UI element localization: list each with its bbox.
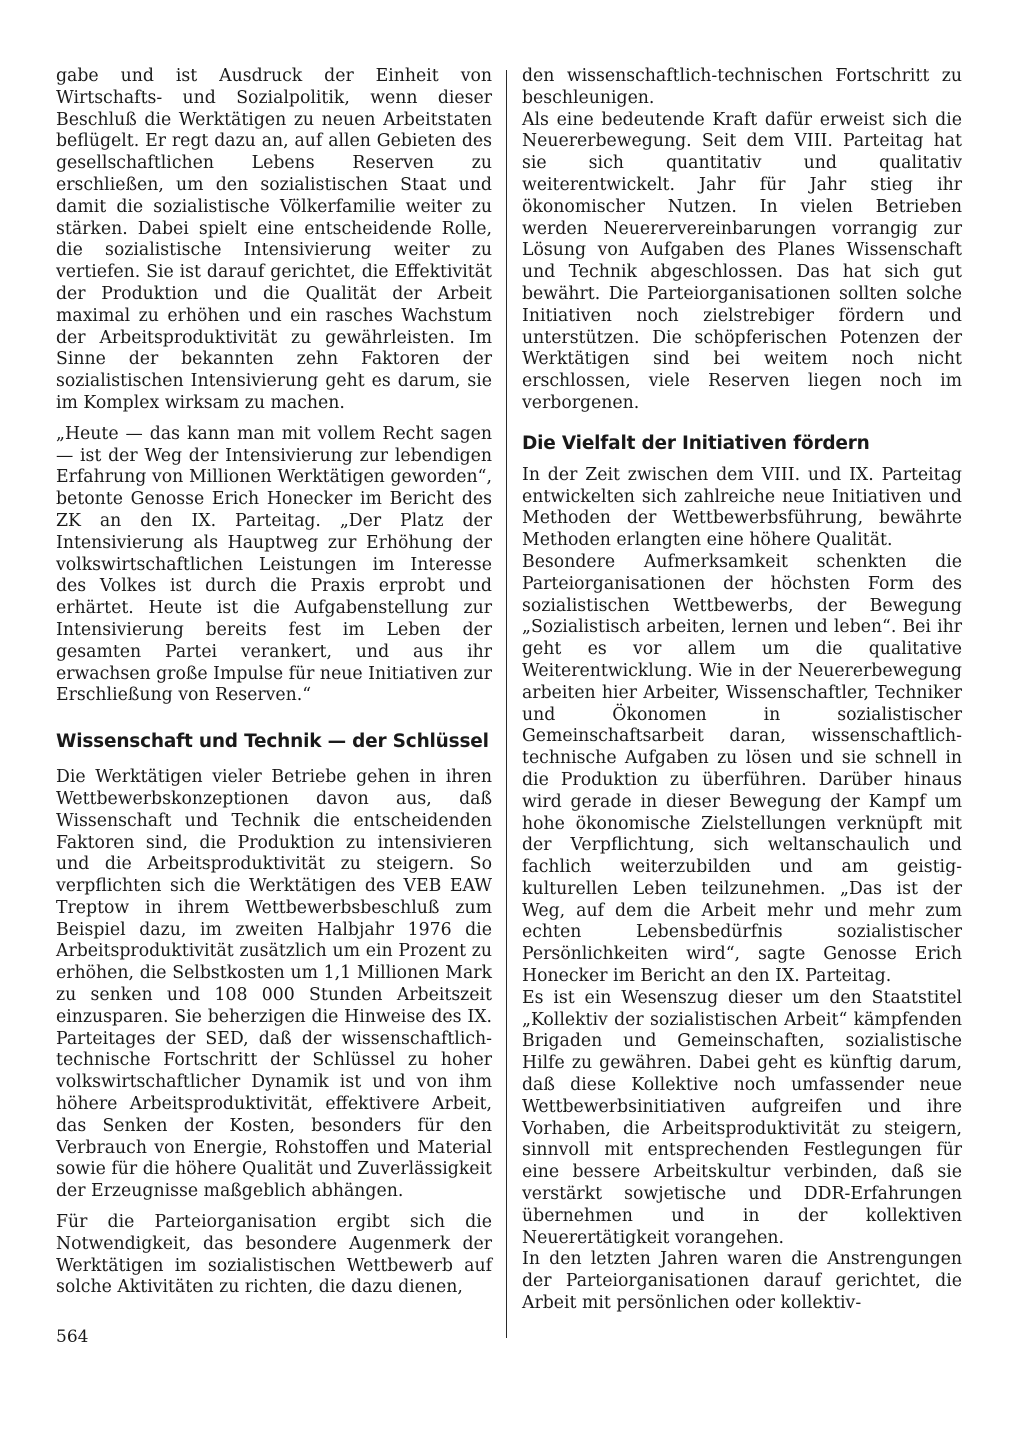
section-heading-science-technology: Wissenschaft und Technik — der Schlüssel [56,731,489,753]
paragraph: Die Werktätigen vieler Betriebe gehen in ihren Wettbewerbskonzeptionen davon aus, daß Wissenschaft und Technik die entscheidenden Faktoren sind, die Produktion zu intensivieren und die Arbeitsproduktivität zu steigern. So verpflichten sich die Werktätigen des VEB EAW Treptow in ihrem Wettbewerbsbeschluß zum Beispiel dazu, im zweiten Halbjahr 1976 die Arbeitsproduktivität zusätzlich um ein Prozent zu erhöhen, die Selbstkosten um 1,1 Millionen Mark zu senken und 108 000 Stunden Arbeitszeit einzusparen. Sie beherzigen die Hinweise des IX. Parteitages der SED, daß der wissenschaftlich-technische Fortschritt der Schlüssel zu hoher volkswirtschaftlicher Dynamik ist und von ihm höhere Arbeitsproduktivität, effektivere Arbeit, das Senken der Kosten, besonders für den Verbrauch von Energie, Rohstoffen und Material sowie für die höhere Qualität und Zuverlässigkeit der Erzeugnisse maßgeblich abhängen. [56,767,492,1202]
paragraph-quote: „Heute — das kann man mit vollem Recht sagen — ist der Weg der Intensivierung zur lebendigen Erfahrung von Millionen Werktätigen geworden“, betonte Genosse Erich Honecker im Bericht des ZK an den IX. Parteitag. „Der Platz der Intensivierung als Hauptweg zur Erhöhung der volkswirtschaftlichen Leistungen im Interesse des Volkes ist durch die Praxis erprobt und erhärtet. Heute ist die Aufgabenstellung zur Intensivierung bereits fest im Leben der gesamten Partei verankert, und aus ihr erwachsen große Impulse für neue Initiativen zur Erschließung von Reserven.“ [56,423,492,706]
paragraph: gabe und ist Ausdruck der Einheit von Wirtschafts- und Sozialpolitik, wenn dieser Beschluß die Werktätigen zu neuen Arbeitstaten beflügelt. Er regt dazu an, auf allen Gebieten des gesellschaftlichen Lebens Reserven zu erschließen, um den sozialistischen Staat und damit die sozialistische Völkerfamilie weiter zu stärken. Dabei spielt eine entscheidende Rolle, die sozialistische Intensivierung weiter zu vertiefen. Sie ist darauf gerichtet, die Effektivität der Produktion und die Qualität der Arbeit maximal zu erhöhen und ein rasches Wachstum der Arbeitsproduktivität zu gewährleisten. Im Sinne der bekannten zehn Faktoren der sozialistischen Intensivierung geht es darum, sie im Komplex wirksam zu machen. [56,66,492,413]
section-heading-initiatives: Die Vielfalt der Initiativen fördern [522,432,870,454]
paragraph: In der Zeit zwischen dem VIII. und IX. Parteitag entwickelten sich zahlreiche neue Initiativen und Methoden der Wettbewerbsführung, bewährte Methoden erlangten eine höhere Qualität. [522,464,962,551]
paragraph: Für die Parteiorganisation ergibt sich die Notwendigkeit, das besondere Augenmerk der Werktätigen im sozialistischen Wettbewerb auf solche Aktivitäten zu richten, die dazu dienen, [56,1212,492,1298]
left-column [56,66,492,1299]
paragraph: Besondere Aufmerksamkeit schenkten die Parteiorganisationen der höchsten Form des sozialistischen Wettbewerbs, der Bewegung „Sozialistisch arbeiten, lernen und leben“. Bei ihr geht es vor allem um die qualitative Weiterentwicklung. Wie in der Neuererbewegung arbeiten hier Arbeiter, Wissenschaftler, Techniker und Ökonomen in sozialistischer Gemeinschaftsarbeit daran, wissenschaftlich-technische Aufgaben zu lösen und sie schnell in die Produktion zu überführen. Darüber hinaus wird gerade in dieser Bewegung der Kampf um hohe ökonomische Zielstellungen verknüpft mit der Verpflichtung, sich weltanschaulich und fachlich weiterzubilden und am geistig-kulturellen Leben teilzunehmen. „Das ist der Weg, auf dem die Arbeit mehr und mehr zum echten Lebensbedürfnis sozialistischer Persönlichkeiten wird“, sagte Genosse Erich Honecker im Bericht an den IX. Parteitag. [522,551,962,987]
paragraph: In den letzten Jahren waren die Anstrengungen der Parteiorganisationen darauf gerichtet, die Arbeit mit persönlichen oder kollektiv- [522,1249,962,1314]
right-column [522,66,962,1315]
paragraph: den wissenschaftlich-technischen Fortschritt zu beschleunigen. [522,66,962,108]
page-number: 564 [56,1327,89,1347]
paragraph: Es ist ein Wesenszug dieser um den Staatstitel „Kollektiv der sozialistischen Arbeit“ kämpfenden Brigaden und Gemeinschaften, sozialistische Hilfe zu gewähren. Dabei geht es künftig darum, daß diese Kollektive noch umfassender neue Wettbewerbsinitiativen aufgreifen und ihre Vorhaben, die Arbeitsproduktivität zu steigern, sinnvoll mit entsprechenden Festlegungen für eine bessere Arbeitskultur verbinden, daß sie verstärkt sowjetische und DDR-Erfahrungen übernehmen und in der kollektiven Neuerertätigkeit vorangehen. [522,987,962,1248]
paragraph: Als eine bedeutende Kraft dafür erweist sich die Neuererbewegung. Seit dem VIII. Parteitag hat sie sich quantitativ und qualitativ weiterentwickelt. Jahr für Jahr stieg ihr ökonomischer Nutzen. In vielen Betrieben werden Neuerervereinbarungen vorrangig zur Lösung von Aufgaben des Planes Wissenschaft und Technik abgeschlossen. Das hat sich gut bewährt. Die Parteiorganisationen sollten solche Initiativen noch zielstrebiger fördern und unterstützen. Die schöpferischen Potenzen der Werktätigen sind bei weitem noch nicht erschlossen, viele Reserven liegen noch im verborgenen. [522,109,962,413]
column-divider [506,70,507,1338]
